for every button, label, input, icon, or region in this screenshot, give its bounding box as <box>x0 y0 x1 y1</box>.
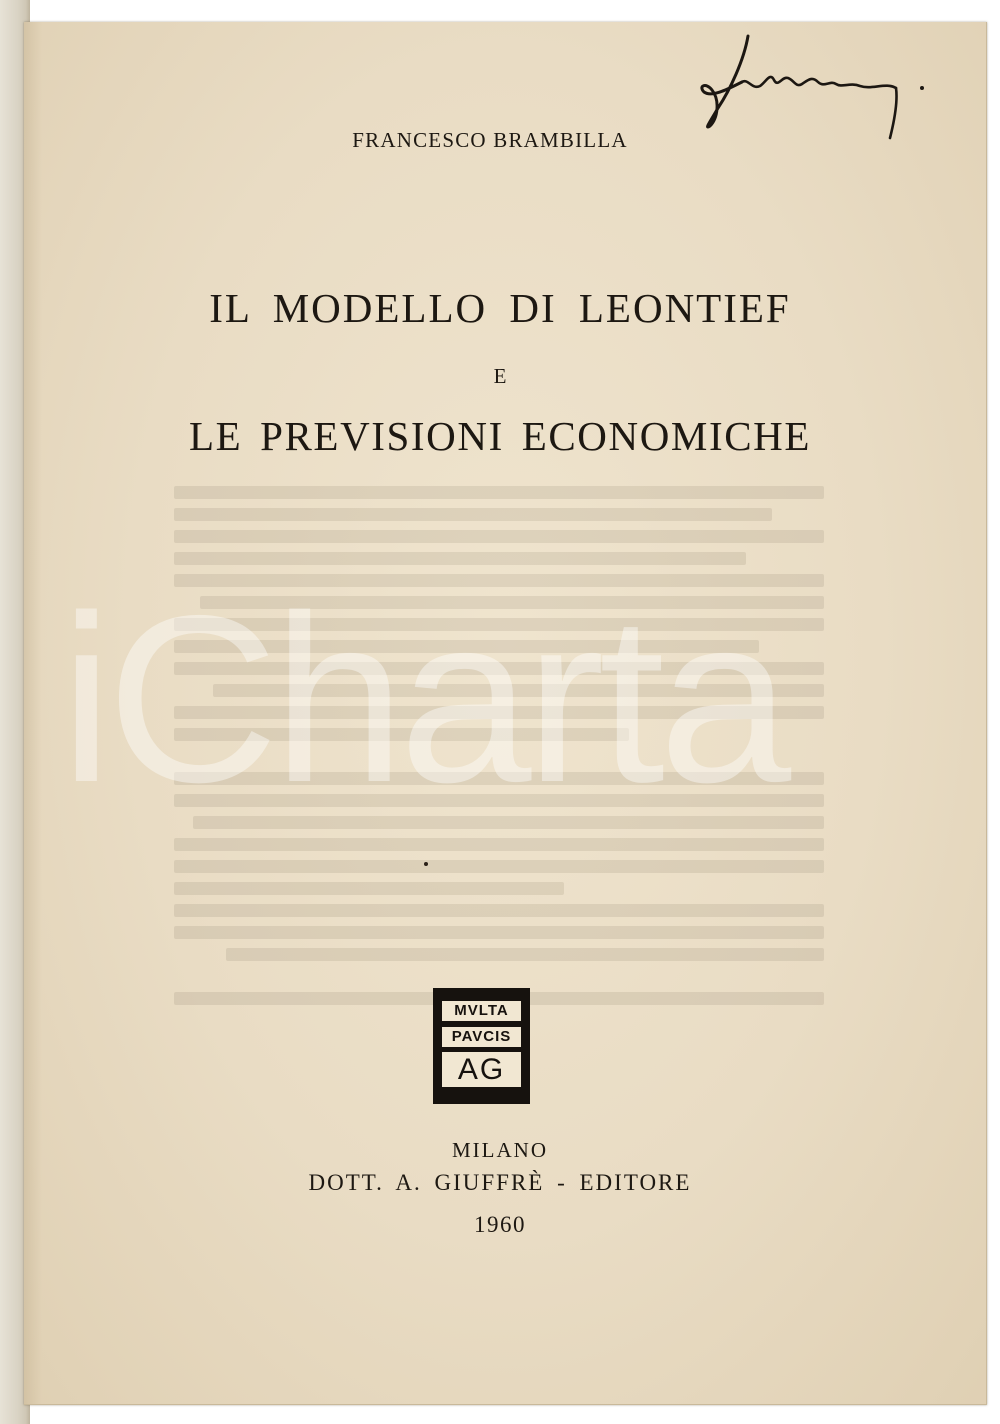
author-name: FRANCESCO BRAMBILLA <box>352 128 628 152</box>
title-conjunction: E <box>493 364 507 388</box>
show-through-text <box>174 477 824 1227</box>
watermark: iCharta <box>60 567 786 832</box>
publisher-logo <box>433 988 530 1104</box>
title-page <box>24 22 987 1405</box>
imprint-year: 1960 <box>474 1212 526 1237</box>
logo-motto-1: MVLTA <box>442 1001 521 1021</box>
logo-initials: AG <box>442 1052 521 1087</box>
title-line-1: IL MODELLO DI LEONTIEF <box>209 285 791 331</box>
title-line-2: LE PREVISIONI ECONOMICHE <box>188 413 812 459</box>
ink-speck <box>424 862 428 866</box>
imprint-city: MILANO <box>452 1138 548 1162</box>
imprint-publisher: DOTT. A. GIUFFRÈ - EDITORE <box>308 1170 692 1195</box>
logo-motto-2: PAVCIS <box>442 1027 521 1047</box>
